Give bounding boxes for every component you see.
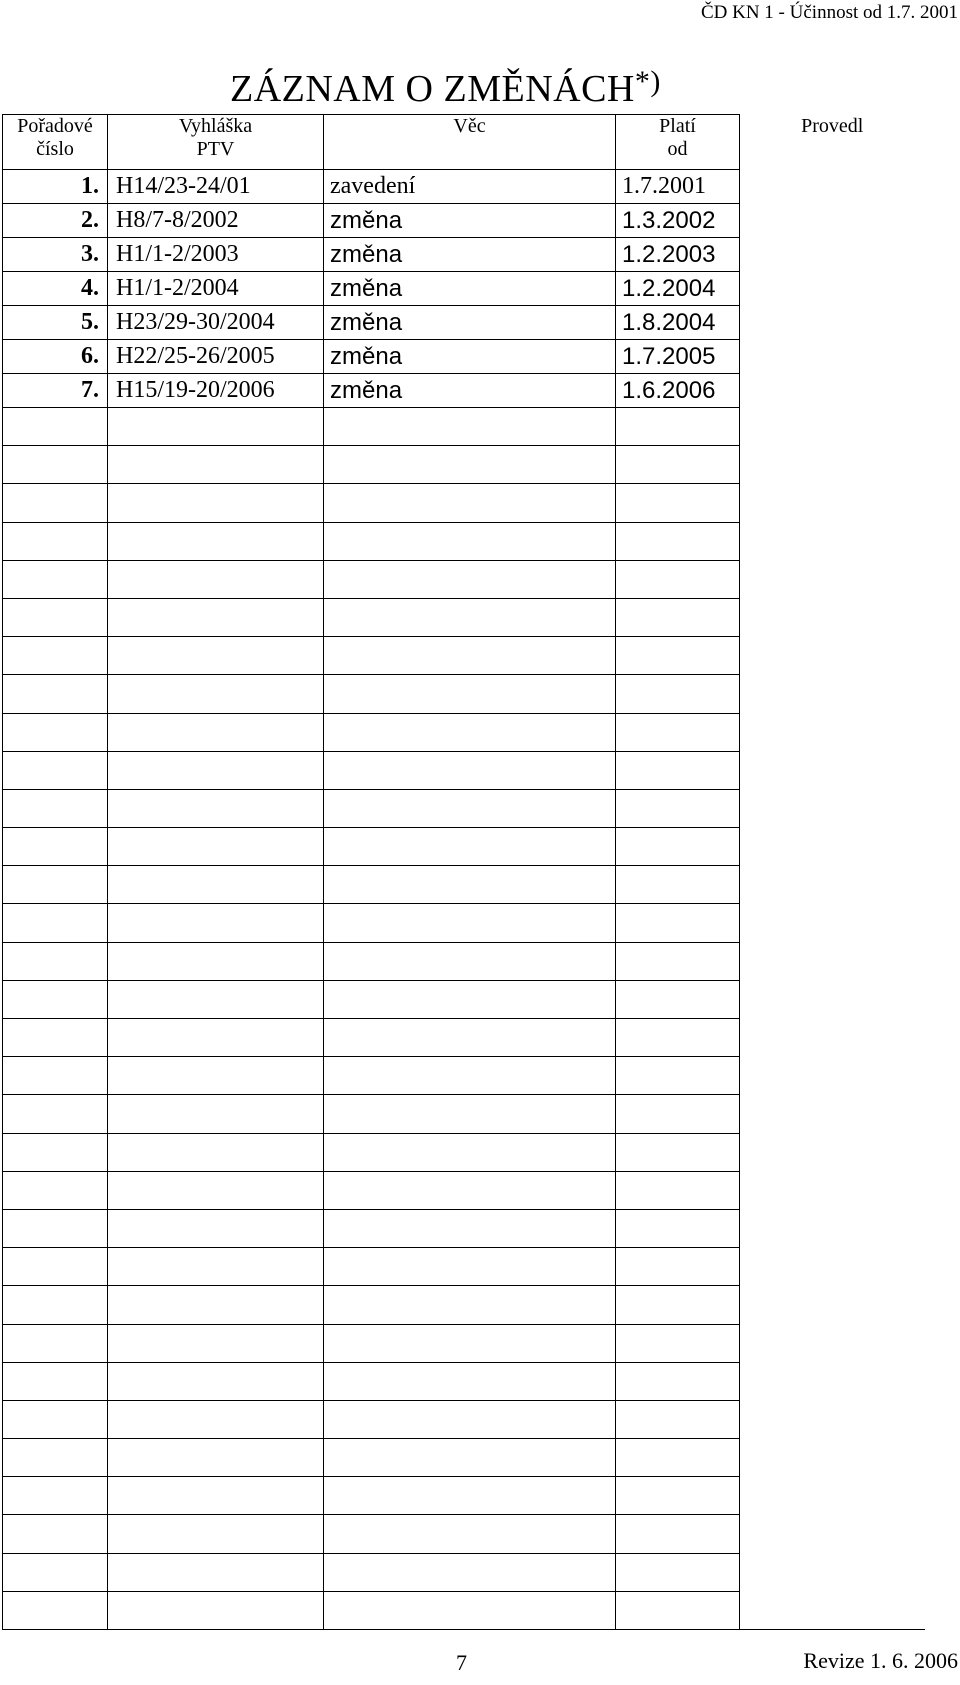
empty-subject-cell [324,408,616,446]
empty-number-cell [3,598,108,636]
empty-number-cell [3,1553,108,1591]
empty-row [3,1362,925,1400]
column-header-subject: Věc [324,115,616,170]
entry-regulation: H1/1-2/2003 [108,238,324,272]
empty-valid-from-cell [616,1515,740,1553]
entry-regulation: H23/29-30/2004 [108,306,324,340]
empty-row [3,1133,925,1171]
entry-valid-from: 1.2.2004 [616,272,740,306]
empty-performed-by-cell [740,1133,925,1171]
empty-performed-by-cell [740,1400,925,1438]
empty-performed-by-cell [740,1362,925,1400]
empty-subject-cell [324,637,616,675]
empty-valid-from-cell [616,789,740,827]
empty-number-cell [3,1019,108,1057]
empty-performed-by-cell [740,866,925,904]
empty-number-cell [3,1095,108,1133]
empty-number-cell [3,522,108,560]
empty-regulation-cell [108,1095,324,1133]
empty-performed-by-cell [740,1553,925,1591]
empty-regulation-cell [108,1477,324,1515]
table-row [3,374,925,408]
empty-number-cell [3,828,108,866]
column-header-valid-from: Platí od [616,115,740,170]
empty-regulation-cell [108,637,324,675]
empty-number-cell [3,1248,108,1286]
empty-regulation-cell [108,598,324,636]
empty-row [3,1019,925,1057]
empty-subject-cell [324,1400,616,1438]
empty-regulation-cell [108,942,324,980]
empty-performed-by-cell [740,751,925,789]
table-row [3,170,925,204]
empty-performed-by-cell [740,789,925,827]
empty-row [3,904,925,942]
entry-subject: zavedení [324,170,616,204]
table-row [3,306,925,340]
empty-number-cell [3,1324,108,1362]
empty-regulation-cell [108,1400,324,1438]
empty-performed-by-cell [740,1019,925,1057]
entry-subject: změna [324,238,616,272]
empty-valid-from-cell [616,675,740,713]
entry-performed-by [740,204,925,238]
empty-valid-from-cell [616,1324,740,1362]
empty-regulation-cell [108,713,324,751]
entry-number: 7. [3,374,108,408]
page-title [230,65,661,111]
empty-number-cell [3,408,108,446]
column-header-number: Pořadové číslo [3,115,108,170]
empty-row [3,598,925,636]
empty-row [3,1439,925,1477]
empty-regulation-cell [108,560,324,598]
empty-performed-by-cell [740,1477,925,1515]
empty-subject-cell [324,828,616,866]
column-header-regulation: Vyhláška PTV [108,115,324,170]
empty-number-cell [3,1057,108,1095]
empty-valid-from-cell [616,1553,740,1591]
empty-performed-by-cell [740,904,925,942]
empty-number-cell [3,675,108,713]
empty-regulation-cell [108,1209,324,1247]
empty-valid-from-cell [616,1400,740,1438]
entry-number: 6. [3,340,108,374]
empty-performed-by-cell [740,1095,925,1133]
empty-row [3,1324,925,1362]
empty-valid-from-cell [616,1286,740,1324]
empty-row [3,675,925,713]
empty-performed-by-cell [740,408,925,446]
empty-number-cell [3,1400,108,1438]
entry-number: 1. [3,170,108,204]
empty-subject-cell [324,1286,616,1324]
running-header: ČD KN 1 - Účinnost od 1.7. 2001 [700,2,958,23]
entry-number: 5. [3,306,108,340]
column-header-performed-by: Provedl [740,115,925,170]
empty-regulation-cell [108,1019,324,1057]
table-header-row [3,115,925,170]
empty-subject-cell [324,1019,616,1057]
entry-number: 3. [3,238,108,272]
empty-number-cell [3,1209,108,1247]
entry-performed-by [740,306,925,340]
empty-valid-from-cell [616,1171,740,1209]
empty-valid-from-cell [616,1057,740,1095]
empty-regulation-cell [108,1515,324,1553]
empty-row [3,408,925,446]
entry-subject: změna [324,374,616,408]
revision-note: Revize 1. 6. 2006 [803,1648,958,1673]
entry-number: 4. [3,272,108,306]
empty-regulation-cell [108,1133,324,1171]
empty-number-cell [3,904,108,942]
change-log-table [2,114,925,1630]
empty-regulation-cell [108,828,324,866]
entry-regulation: H15/19-20/2006 [108,374,324,408]
empty-row [3,1057,925,1095]
empty-subject-cell [324,1515,616,1553]
empty-valid-from-cell [616,713,740,751]
empty-regulation-cell [108,751,324,789]
empty-row [3,637,925,675]
empty-regulation-cell [108,484,324,522]
entry-valid-from: 1.3.2002 [616,204,740,238]
empty-performed-by-cell [740,1171,925,1209]
empty-regulation-cell [108,1171,324,1209]
entry-performed-by [740,170,925,204]
empty-row [3,446,925,484]
title-footnote-mark: *) [634,65,661,98]
empty-performed-by-cell [740,942,925,980]
entry-number: 2. [3,204,108,238]
empty-number-cell [3,1591,108,1629]
empty-row [3,1477,925,1515]
empty-regulation-cell [108,408,324,446]
entry-regulation: H14/23-24/01 [108,170,324,204]
empty-row [3,1171,925,1209]
empty-subject-cell [324,1095,616,1133]
entry-subject: změna [324,306,616,340]
entry-regulation: H1/1-2/2004 [108,272,324,306]
empty-subject-cell [324,942,616,980]
empty-number-cell [3,1286,108,1324]
empty-row [3,1286,925,1324]
page-title-text: ZÁZNAM O ZMĚNÁCH [230,68,635,110]
empty-row [3,866,925,904]
empty-subject-cell [324,751,616,789]
empty-valid-from-cell [616,1095,740,1133]
empty-regulation-cell [108,789,324,827]
empty-valid-from-cell [616,1019,740,1057]
entry-subject: změna [324,204,616,238]
table-row [3,238,925,272]
table-row [3,340,925,374]
entry-performed-by [740,374,925,408]
empty-valid-from-cell [616,828,740,866]
empty-regulation-cell [108,1591,324,1629]
empty-performed-by-cell [740,1286,925,1324]
empty-regulation-cell [108,1248,324,1286]
empty-number-cell [3,1133,108,1171]
empty-performed-by-cell [740,637,925,675]
entry-subject: změna [324,272,616,306]
empty-subject-cell [324,1324,616,1362]
empty-row [3,980,925,1018]
empty-valid-from-cell [616,560,740,598]
empty-performed-by-cell [740,560,925,598]
empty-performed-by-cell [740,1439,925,1477]
empty-number-cell [3,1171,108,1209]
empty-row [3,560,925,598]
empty-number-cell [3,1362,108,1400]
empty-number-cell [3,1477,108,1515]
empty-subject-cell [324,1171,616,1209]
empty-regulation-cell [108,1439,324,1477]
entry-valid-from: 1.6.2006 [616,374,740,408]
empty-valid-from-cell [616,1209,740,1247]
empty-performed-by-cell [740,484,925,522]
empty-subject-cell [324,866,616,904]
empty-performed-by-cell [740,1209,925,1247]
entry-subject: změna [324,340,616,374]
empty-row [3,789,925,827]
empty-number-cell [3,637,108,675]
empty-valid-from-cell [616,1362,740,1400]
empty-subject-cell [324,904,616,942]
empty-valid-from-cell [616,866,740,904]
empty-valid-from-cell [616,1591,740,1629]
empty-valid-from-cell [616,1248,740,1286]
empty-row [3,828,925,866]
empty-subject-cell [324,1591,616,1629]
empty-regulation-cell [108,1286,324,1324]
empty-number-cell [3,484,108,522]
empty-subject-cell [324,675,616,713]
table-row [3,204,925,238]
empty-valid-from-cell [616,598,740,636]
empty-valid-from-cell [616,484,740,522]
entry-performed-by [740,340,925,374]
empty-subject-cell [324,789,616,827]
empty-subject-cell [324,713,616,751]
empty-regulation-cell [108,446,324,484]
empty-valid-from-cell [616,1477,740,1515]
empty-regulation-cell [108,1553,324,1591]
empty-row [3,751,925,789]
empty-subject-cell [324,1362,616,1400]
empty-row [3,1591,925,1629]
empty-number-cell [3,713,108,751]
empty-subject-cell [324,1248,616,1286]
empty-valid-from-cell [616,408,740,446]
empty-number-cell [3,866,108,904]
empty-valid-from-cell [616,1133,740,1171]
empty-subject-cell [324,446,616,484]
empty-row [3,1209,925,1247]
empty-performed-by-cell [740,1591,925,1629]
empty-valid-from-cell [616,904,740,942]
empty-number-cell [3,1515,108,1553]
empty-subject-cell [324,484,616,522]
empty-number-cell [3,942,108,980]
empty-performed-by-cell [740,1515,925,1553]
empty-number-cell [3,1439,108,1477]
empty-subject-cell [324,598,616,636]
empty-valid-from-cell [616,446,740,484]
entry-performed-by [740,238,925,272]
empty-number-cell [3,751,108,789]
empty-performed-by-cell [740,446,925,484]
empty-valid-from-cell [616,522,740,560]
entry-valid-from: 1.7.2001 [616,170,740,204]
empty-regulation-cell [108,904,324,942]
empty-row [3,522,925,560]
empty-valid-from-cell [616,942,740,980]
empty-subject-cell [324,1477,616,1515]
entry-valid-from: 1.8.2004 [616,306,740,340]
empty-subject-cell [324,560,616,598]
empty-performed-by-cell [740,598,925,636]
empty-subject-cell [324,1133,616,1171]
empty-row [3,713,925,751]
empty-row [3,1515,925,1553]
empty-regulation-cell [108,522,324,560]
table-row [3,272,925,306]
empty-row [3,1248,925,1286]
entry-regulation: H22/25-26/2005 [108,340,324,374]
empty-performed-by-cell [740,675,925,713]
entry-performed-by [740,272,925,306]
empty-regulation-cell [108,980,324,1018]
page-number: 7 [456,1650,467,1675]
empty-valid-from-cell [616,1439,740,1477]
empty-number-cell [3,789,108,827]
empty-row [3,942,925,980]
empty-performed-by-cell [740,980,925,1018]
entry-valid-from: 1.7.2005 [616,340,740,374]
empty-row [3,1400,925,1438]
empty-performed-by-cell [740,713,925,751]
empty-subject-cell [324,1057,616,1095]
empty-performed-by-cell [740,1248,925,1286]
empty-subject-cell [324,980,616,1018]
empty-number-cell [3,446,108,484]
empty-subject-cell [324,1553,616,1591]
empty-valid-from-cell [616,637,740,675]
empty-regulation-cell [108,1057,324,1095]
empty-regulation-cell [108,675,324,713]
empty-subject-cell [324,1439,616,1477]
empty-subject-cell [324,522,616,560]
empty-regulation-cell [108,1324,324,1362]
empty-number-cell [3,980,108,1018]
empty-number-cell [3,560,108,598]
empty-regulation-cell [108,1362,324,1400]
empty-valid-from-cell [616,980,740,1018]
empty-regulation-cell [108,866,324,904]
entry-regulation: H8/7-8/2002 [108,204,324,238]
empty-performed-by-cell [740,1057,925,1095]
entry-valid-from: 1.2.2003 [616,238,740,272]
empty-performed-by-cell [740,828,925,866]
empty-row [3,484,925,522]
empty-valid-from-cell [616,751,740,789]
empty-row [3,1095,925,1133]
empty-performed-by-cell [740,1324,925,1362]
empty-subject-cell [324,1209,616,1247]
empty-performed-by-cell [740,522,925,560]
empty-row [3,1553,925,1591]
